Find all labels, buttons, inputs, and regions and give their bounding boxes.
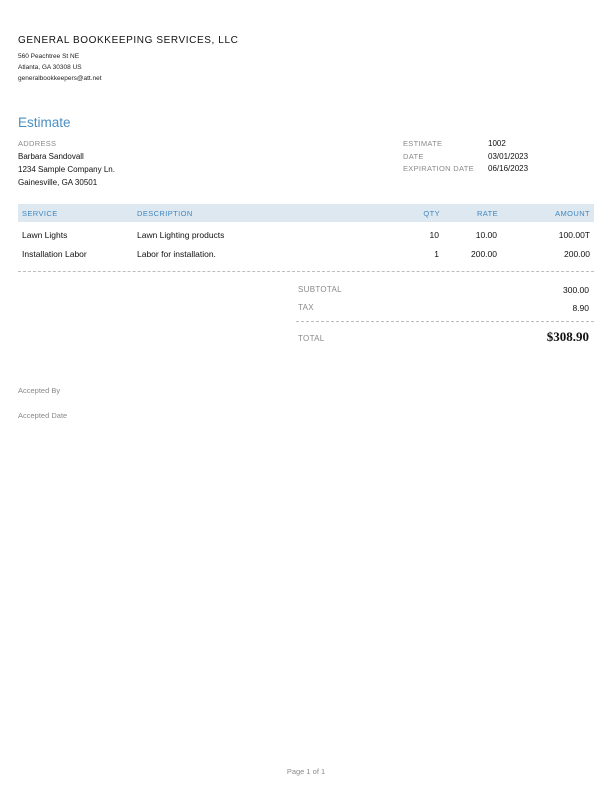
row-amount: 100.00T <box>558 230 590 240</box>
row-qty: 1 <box>434 249 439 259</box>
date-value: 03/01/2023 <box>488 152 529 161</box>
company-email: generalbookkeepers@att.net <box>18 75 102 82</box>
header-qty: QTY <box>423 209 440 218</box>
table-row <box>18 249 594 263</box>
row-description: Labor for installation. <box>137 249 216 259</box>
row-qty: 10 <box>429 230 439 240</box>
row-service: Lawn Lights <box>22 230 68 240</box>
tax-label: TAX <box>298 303 314 312</box>
row-description: Lawn Lighting products <box>137 230 225 240</box>
estimate-number-label: ESTIMATE <box>403 139 443 148</box>
expiration-date-label: EXPIRATION DATE <box>403 164 474 173</box>
subtotal-label: SUBTOTAL <box>298 285 342 294</box>
header-amount: AMOUNT <box>555 209 590 218</box>
estimate-number-value: 1002 <box>488 139 506 148</box>
page-number: Page 1 of 1 <box>286 767 326 776</box>
subtotal-value: 300.00 <box>563 285 589 295</box>
address-line1: Barbara Sandovall <box>18 152 84 161</box>
total-label: TOTAL <box>298 334 325 343</box>
header-rate: RATE <box>476 209 498 218</box>
totals-divider <box>296 321 594 322</box>
row-rate: 10.00 <box>475 230 497 240</box>
company-address-line2: Atlanta, GA 30308 US <box>18 64 82 71</box>
address-label: ADDRESS <box>18 139 57 148</box>
company-address-line1: 560 Peachtree St NE <box>18 53 80 60</box>
header-service: SERVICE <box>22 209 58 218</box>
address-line2: 1234 Sample Company Ln. <box>18 165 115 174</box>
accepted-date-label: Accepted Date <box>18 411 68 420</box>
items-divider <box>18 271 594 272</box>
line-items-header <box>18 204 594 222</box>
address-line3: Gainesville, GA 30501 <box>18 178 98 187</box>
document-title: Estimate <box>18 115 71 130</box>
total-value: $308.90 <box>546 329 589 344</box>
row-amount: 200.00 <box>564 249 590 259</box>
company-name: GENERAL BOOKKEEPING SERVICES, LLC <box>18 35 239 46</box>
row-rate: 200.00 <box>471 249 497 259</box>
row-service: Installation Labor <box>22 249 87 259</box>
header-description: DESCRIPTION <box>137 209 193 218</box>
table-row <box>18 230 594 244</box>
accepted-by-label: Accepted By <box>18 386 61 395</box>
date-label: DATE <box>403 152 424 161</box>
expiration-date-value: 06/16/2023 <box>488 164 529 173</box>
tax-value: 8.90 <box>572 303 589 313</box>
